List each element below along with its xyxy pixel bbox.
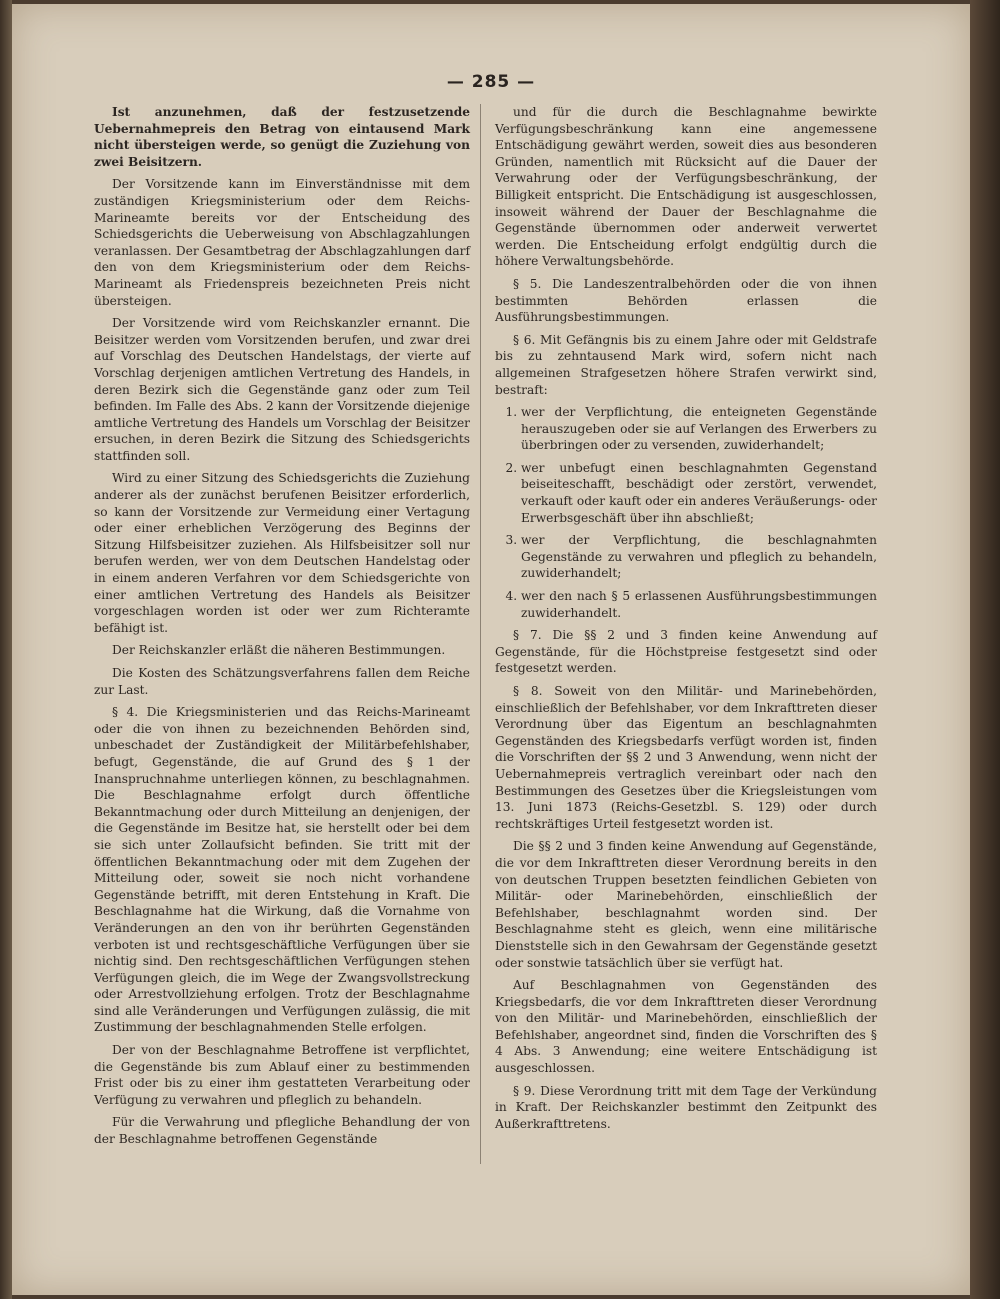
paragraph-section-7: § 7. Die §§ 2 und 3 finden keine Anwendung auf Gegenstände, für die Höchstpreise festgesetzt sind oder festgesetzt werden. bbox=[495, 628, 877, 676]
paragraph: Der von der Beschlagnahme Betroffene ist verpflichtet, die Gegenstände bis zum Ablauf einer zu bestimmenden Frist oder bis zu einer ihm gestatteten Verarbeitung oder Verfügung zu verwahren und pfleglich zu behandeln. bbox=[94, 1043, 470, 1107]
list-item: 3. wer der Verpflichtung, die beschlagnahmten Gegenstände zu verwahren und pfleglich zu behandeln, zuwiderhandelt; bbox=[521, 532, 877, 582]
list-item: 4. wer den nach § 5 erlassenen Ausführungsbestimmungen zuwiderhandelt. bbox=[521, 588, 877, 621]
penalty-list bbox=[495, 404, 877, 621]
paragraph: Auf Beschlagnahmen von Gegenständen des Kriegsbedarfs, die vor dem Inkrafttreten dieser Verordnung von den Militär- und Marinebehörden, einschließlich der Befehlshaber, angeordnet sind, finden die Vorschriften des § 4 Abs. 3 Anwendung; eine weitere Entschädigung ist ausgeschlossen. bbox=[495, 978, 877, 1076]
right-column bbox=[495, 104, 877, 1138]
paragraph: Der Vorsitzende kann im Einverständnisse mit dem zuständigen Kriegsministerium oder dem Reichs-Marineamte bereits vor der Entscheidung des Schiedsgerichts die Ueberweisung von Abschlagzahlungen veranlassen. Der Gesamtbetrag der Abschlagzahlungen darf den von dem Kriegsministerium oder dem Reichs-Marineamt als Friedenspreis bezeichneten Preis nicht übersteigen. bbox=[94, 177, 470, 308]
paragraph: und für die durch die Beschlagnahme bewirkte Verfügungsbeschränkung kann eine angemessene Entschädigung gewährt werden, soweit dies aus besonderen Gründen, namentlich mit Rücksicht auf die Dauer der Verwahrung oder der Verfügungsbeschränkung, der Billigkeit entspricht. Die Entschädigung ist ausgeschlossen, insoweit während der Dauer der Beschlagnahme die Gegenstände übernommen oder anderweit verwertet werden. Die Entscheidung erfolgt endgültig durch die höhere Verwaltungsbehörde. bbox=[495, 105, 877, 269]
page-number: — 285 — bbox=[446, 72, 536, 92]
paragraph-section-9: § 9. Diese Verordnung tritt mit dem Tage der Verkündung in Kraft. Der Reichskanzler bestimmt den Zeitpunkt des Außerkrafttretens. bbox=[495, 1083, 877, 1131]
document-page bbox=[12, 4, 970, 1295]
paragraph-section-4: § 4. Die Kriegsministerien und das Reichs-Marineamt oder die von ihnen zu bezeichnenden Behörden sind, unbeschadet der Zuständigkeit der Militärbefehlshaber, befugt, Gegenstände, die auf Grund des § 1 der Inanspruchnahme unterliegen können, zu beschlagnahmen. Die Beschlagnahme erfolgt durch öffentliche Bekanntmachung oder durch Mitteilung an denjenigen, der die Gegenstände im Besitze hat, sie herstellt oder bei dem sie sich unter Zollaufsicht befinden. Sie tritt mit der öffentlichen Bekanntmachung oder mit dem Zugehen der Mitteilung oder, soweit sie noch nicht vorhandene Gegenstände betrifft, mit deren Entstehung in Kraft. Die Beschlagnahme hat die Wirkung, daß die Vornahme von Veränderungen an den von ihr berührten Gegenständen verboten ist und rechtsgeschäftliche Verfügungen über sie nichtig sind. Den rechtsgeschäftlichen Verfügungen stehen Verfügungen gleich, die im Wege der Zwangsvollstreckung oder Arrestvollziehung erfolgen. Trotz der Beschlagnahme sind alle Veränderungen und Verfügungen zulässig, die mit Zustimmung der beschlagnahmenden Stelle erfolgen. bbox=[94, 705, 470, 1035]
list-item: 2. wer unbefugt einen beschlagnahmten Gegenstand beiseiteschafft, beschädigt oder zerstört, verwendet, verkauft oder kauft oder ein anderes Veräußerungs- oder Erwerbsgeschäft über ihn abschließt; bbox=[521, 460, 877, 526]
paragraph: Ist anzunehmen, daß der festzusetzende Uebernahmepreis den Betrag von eintausend Mark nicht übersteigen werde, so genügt die Zuziehung von zwei Beisitzern. bbox=[94, 105, 470, 169]
paragraph: Der Vorsitzende wird vom Reichskanzler ernannt. Die Beisitzer werden vom Vorsitzenden berufen, und zwar drei auf Vorschlag des Deutschen Handelstags, der vierte auf Vorschlag derjenigen amtlichen Vertretung des Handels, in deren Bezirk sich die Gegenstände ganz oder zum Teil befinden. Im Falle des Abs. 2 kann der Vorsitzende diejenige amtliche Vertretung des Handels um Vorschlag der Beisitzer ersuchen, in deren Bezirk die Sitzung des Schiedsgerichts stattfinden soll. bbox=[94, 316, 470, 463]
list-item: 1. wer der Verpflichtung, die enteigneten Gegenstände herauszugeben oder sie auf Verlangen des Erwerbers zu überbringen oder zu versenden, zuwiderhandelt; bbox=[521, 404, 877, 454]
paragraph-section-8: § 8. Soweit von den Militär- und Marinebehörden, einschließlich der Befehlshaber, vor dem Inkrafttreten dieser Verordnung über das Eigentum an beschlagnahmten Gegenständen des Kriegsbedarfs verfügt worden ist, finden die Vorschriften der §§ 2 und 3 Anwendung, wenn nicht der Uebernahmepreis vertraglich vereinbart oder nach den Bestimmungen des Gesetzes über die Kriegsleistungen vom 13. Juni 1873 (Reichs-Gesetzbl. S. 129) oder durch rechtskräftiges Urteil festgesetzt worden ist. bbox=[495, 684, 877, 831]
book-binding-left bbox=[0, 0, 12, 1299]
paragraph: Der Reichskanzler erläßt die näheren Bestimmungen. bbox=[112, 643, 446, 658]
column-divider bbox=[480, 104, 481, 1164]
paragraph: Die Kosten des Schätzungsverfahrens fallen dem Reiche zur Last. bbox=[94, 666, 470, 697]
paragraph: Die §§ 2 und 3 finden keine Anwendung auf Gegenstände, die vor dem Inkrafttreten dieser Verordnung bereits in den von deutschen Truppen besetzten feindlichen Gebieten von Militär- oder Marinebehörden, einschließlich der Befehlshaber, beschlagnahmt worden sind. Der Beschlagnahme steht es gleich, wenn eine militärische Dienststelle sich in den Gewahrsam der Gegenstände gesetzt oder sonstwie tatsächlich über sie verfügt hat. bbox=[495, 839, 877, 970]
book-binding-right bbox=[970, 0, 1000, 1299]
paragraph: Für die Verwahrung und pflegliche Behandlung der von der Beschlagnahme betroffenen Gegenstände bbox=[94, 1115, 470, 1147]
left-column bbox=[94, 104, 470, 1154]
paragraph-section-6: § 6. Mit Gefängnis bis zu einem Jahre oder mit Geldstrafe bis zu zehntausend Mark wird, sofern nicht nach allgemeinen Strafgesetzen höhere Strafen verwirkt sind, bestraft: bbox=[495, 332, 877, 397]
paragraph: Wird zu einer Sitzung des Schiedsgerichts die Zuziehung anderer als der zunächst berufenen Beisitzer erforderlich, so kann der Vorsitzende zur Vermeidung einer Vertagung oder einer erheblichen Verzögerung des Beginns der Sitzung Hilfsbeisitzer zuziehen. Als Hilfsbeisitzer soll nur berufen werden, wer von dem Deutschen Handelstag oder in einem anderen Verfahren vor dem Schiedsgerichte von einer amtlichen Vertretung des Handels als Beisitzer vorgeschlagen worden ist oder wer zum Richteramte befähigt ist. bbox=[94, 471, 470, 635]
paragraph-section-5: § 5. Die Landeszentralbehörden oder die von ihnen bestimmten Behörden erlassen die Ausführungsbestimmungen. bbox=[495, 276, 877, 325]
